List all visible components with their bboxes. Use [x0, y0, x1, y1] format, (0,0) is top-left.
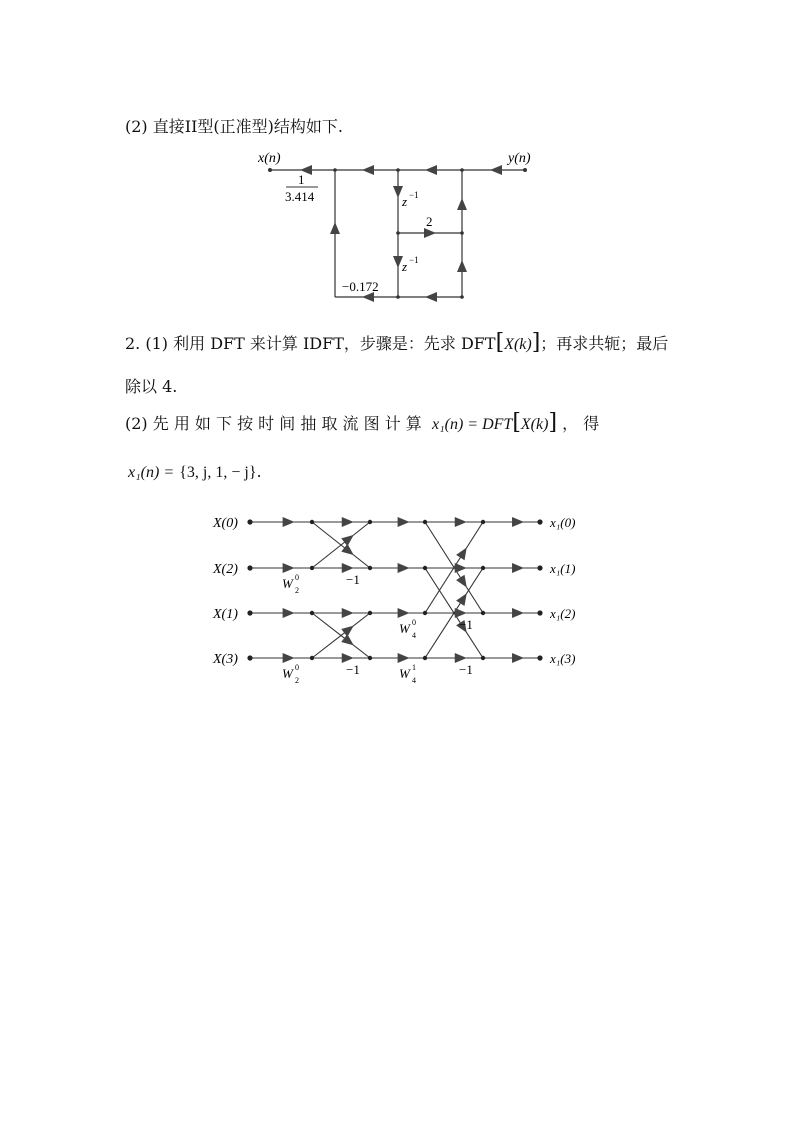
input-label-1: X(2): [213, 562, 238, 577]
flow-line-s0-r2-arrow: [283, 608, 295, 618]
output-node: [523, 168, 527, 172]
twiddle1-sub-1: 2: [295, 676, 299, 685]
node-s1-r3: [310, 656, 314, 660]
node-s1-r2: [310, 611, 314, 615]
twiddle1-0: W: [282, 576, 293, 591]
butterfly1-1-up-arrow: [341, 626, 354, 637]
minus-one-s2-0: −1: [459, 617, 473, 632]
flow-line-s2-r1-arrow: [398, 563, 410, 573]
twiddle2-sup-1: 1: [412, 663, 416, 672]
flow-line-s1-r0-arrow: [342, 517, 354, 527]
flow-line-s3-r1-arrow: [455, 563, 467, 573]
label-input-xn: x(n): [258, 151, 281, 166]
flow-line-s2-r0-arrow: [398, 517, 410, 527]
butterfly1-0-up-arrow: [341, 535, 354, 546]
node-s4-r2: [481, 611, 485, 615]
label-gain-denominator: 3.414: [285, 189, 315, 204]
q2-part2-suffix: ， 得: [562, 414, 600, 433]
node-s5-r2: [537, 610, 542, 615]
label-coef-2: 2: [426, 214, 433, 229]
q2-part2-eq: x₁(n) = DFT: [431, 416, 513, 433]
node-s4-r3: [481, 656, 485, 660]
output-label-2: x₁(2): [550, 606, 576, 621]
minus-one-s2-1: −1: [459, 662, 473, 677]
node-s2-r0: [368, 520, 372, 524]
input-label-2: X(1): [213, 607, 238, 622]
q2-part2-xk: X(k): [520, 416, 549, 433]
node-s3-r0: [423, 520, 427, 524]
node-s2-r1: [368, 566, 372, 570]
flow-line-s1-r2-arrow: [342, 608, 354, 618]
flow-line-s2-r2-arrow: [398, 608, 410, 618]
q2-part1-xk: X(k): [504, 336, 532, 353]
node-s0-r3: [247, 655, 252, 660]
twiddle2-sub-1: 4: [412, 676, 416, 685]
q2-part1-prefix: 2. (1) 利用 DFT 来计算 IDFT，步骤是：先求 DFT: [125, 334, 496, 353]
label-gain-numerator: 1: [298, 172, 305, 187]
node-s3-r3: [423, 656, 427, 660]
node-s3-r2: [423, 611, 427, 615]
result-lhs: x₁(n) =: [128, 464, 175, 481]
node-s1-r1: [310, 566, 314, 570]
minus-one-s1-1: −1: [346, 662, 360, 677]
twiddle1-1: W: [282, 666, 293, 681]
section-heading-direct-form-ii: (2) 直接II型(正准型)结构如下.: [125, 117, 343, 136]
arrow-sum-up-2: [457, 260, 467, 272]
minus-one-s1-0: −1: [346, 572, 360, 587]
node-s4-r0: [481, 520, 485, 524]
node-s5-r3: [537, 655, 542, 660]
output-label-1: x₁(1): [550, 561, 576, 576]
q2-part1-suffix: ；再求共轭；最后: [540, 334, 669, 353]
twiddle2-1: W: [399, 666, 410, 681]
butterfly2-0-down-arrow: [456, 575, 467, 588]
node-s3-r1: [423, 566, 427, 570]
node-s4-r1: [481, 566, 485, 570]
fft-butterfly-diagram: [0, 500, 794, 700]
flow-line-s0-r0-arrow: [283, 517, 295, 527]
flow-line-s4-r0-arrow: [512, 517, 524, 527]
twiddle2-sub-0: 4: [412, 631, 416, 640]
q2-part1-line1: 2. (1) 利用 DFT 来计算 IDFT，步骤是：先求 DFT[X(k)]；再求共轭；最后: [125, 330, 669, 355]
q2-part1-line2: 除以 4.: [125, 377, 178, 396]
input-label-0: X(0): [213, 516, 238, 531]
butterfly2-1-up-arrow: [456, 593, 467, 606]
node-s5-r1: [537, 565, 542, 570]
flow-line-s0-r3-arrow: [283, 653, 295, 663]
label-delay-1-exp: −1: [409, 190, 419, 200]
label-output-yn: y(n): [508, 151, 531, 166]
butterfly2-0-up-arrow: [456, 547, 467, 560]
direct-form-ii-diagram: [0, 140, 794, 340]
flow-line-s4-r1-arrow: [512, 563, 524, 573]
twiddle2-sup-0: 0: [412, 618, 416, 627]
flow-line-s0-r1-arrow: [283, 563, 295, 573]
label-delay-2-exp: −1: [409, 255, 419, 265]
flow-line-s4-r2-arrow: [512, 608, 524, 618]
node-s0-r2: [247, 610, 252, 615]
q2-part2-prefix: (2) 先 用 如 下 按 时 间 抽 取 流 图 计 算: [125, 414, 422, 433]
arrow-sum-up-1: [457, 198, 467, 210]
label-delay-2: z: [402, 259, 408, 274]
q2-part2-result: [128, 462, 262, 482]
node-s1-r0: [310, 520, 314, 524]
twiddle1-sup-1: 0: [295, 663, 299, 672]
output-label-0: x₁(0): [550, 515, 576, 530]
arrow-feedback-up: [330, 222, 340, 234]
twiddle1-sup-0: 0: [295, 573, 299, 582]
flow-line-s3-r0-arrow: [455, 517, 467, 527]
q2-part2-line1: (2) 先 用 如 下 按 时 间 抽 取 流 图 计 算 x₁(n) = DFT[X(k)] ， 得: [125, 410, 600, 435]
flow-line-s2-r3-arrow: [398, 653, 410, 663]
arrow-coef-2: [424, 228, 436, 238]
input-node: [268, 168, 272, 172]
node-s2-r3: [368, 656, 372, 660]
arrow-top-1: [362, 165, 374, 175]
node-s5-r0: [537, 519, 542, 524]
result-end: .: [256, 462, 262, 481]
output-label-3: x₁(3): [550, 651, 576, 666]
node-s2-r2: [368, 611, 372, 615]
label-coef-feedback: −0.172: [342, 279, 379, 294]
label-delay-1: z: [402, 194, 408, 209]
node-s0-r0: [247, 519, 252, 524]
arrow-top-3: [490, 165, 502, 175]
arrow-top-2: [425, 165, 437, 175]
twiddle1-sub-0: 2: [295, 586, 299, 595]
input-label-3: X(3): [213, 652, 238, 667]
twiddle2-0: W: [399, 621, 410, 636]
result-values: {3, j, 1, − j}: [179, 464, 257, 481]
node-s0-r1: [247, 565, 252, 570]
arrow-bottom-2: [425, 292, 437, 302]
flow-line-s4-r3-arrow: [512, 653, 524, 663]
